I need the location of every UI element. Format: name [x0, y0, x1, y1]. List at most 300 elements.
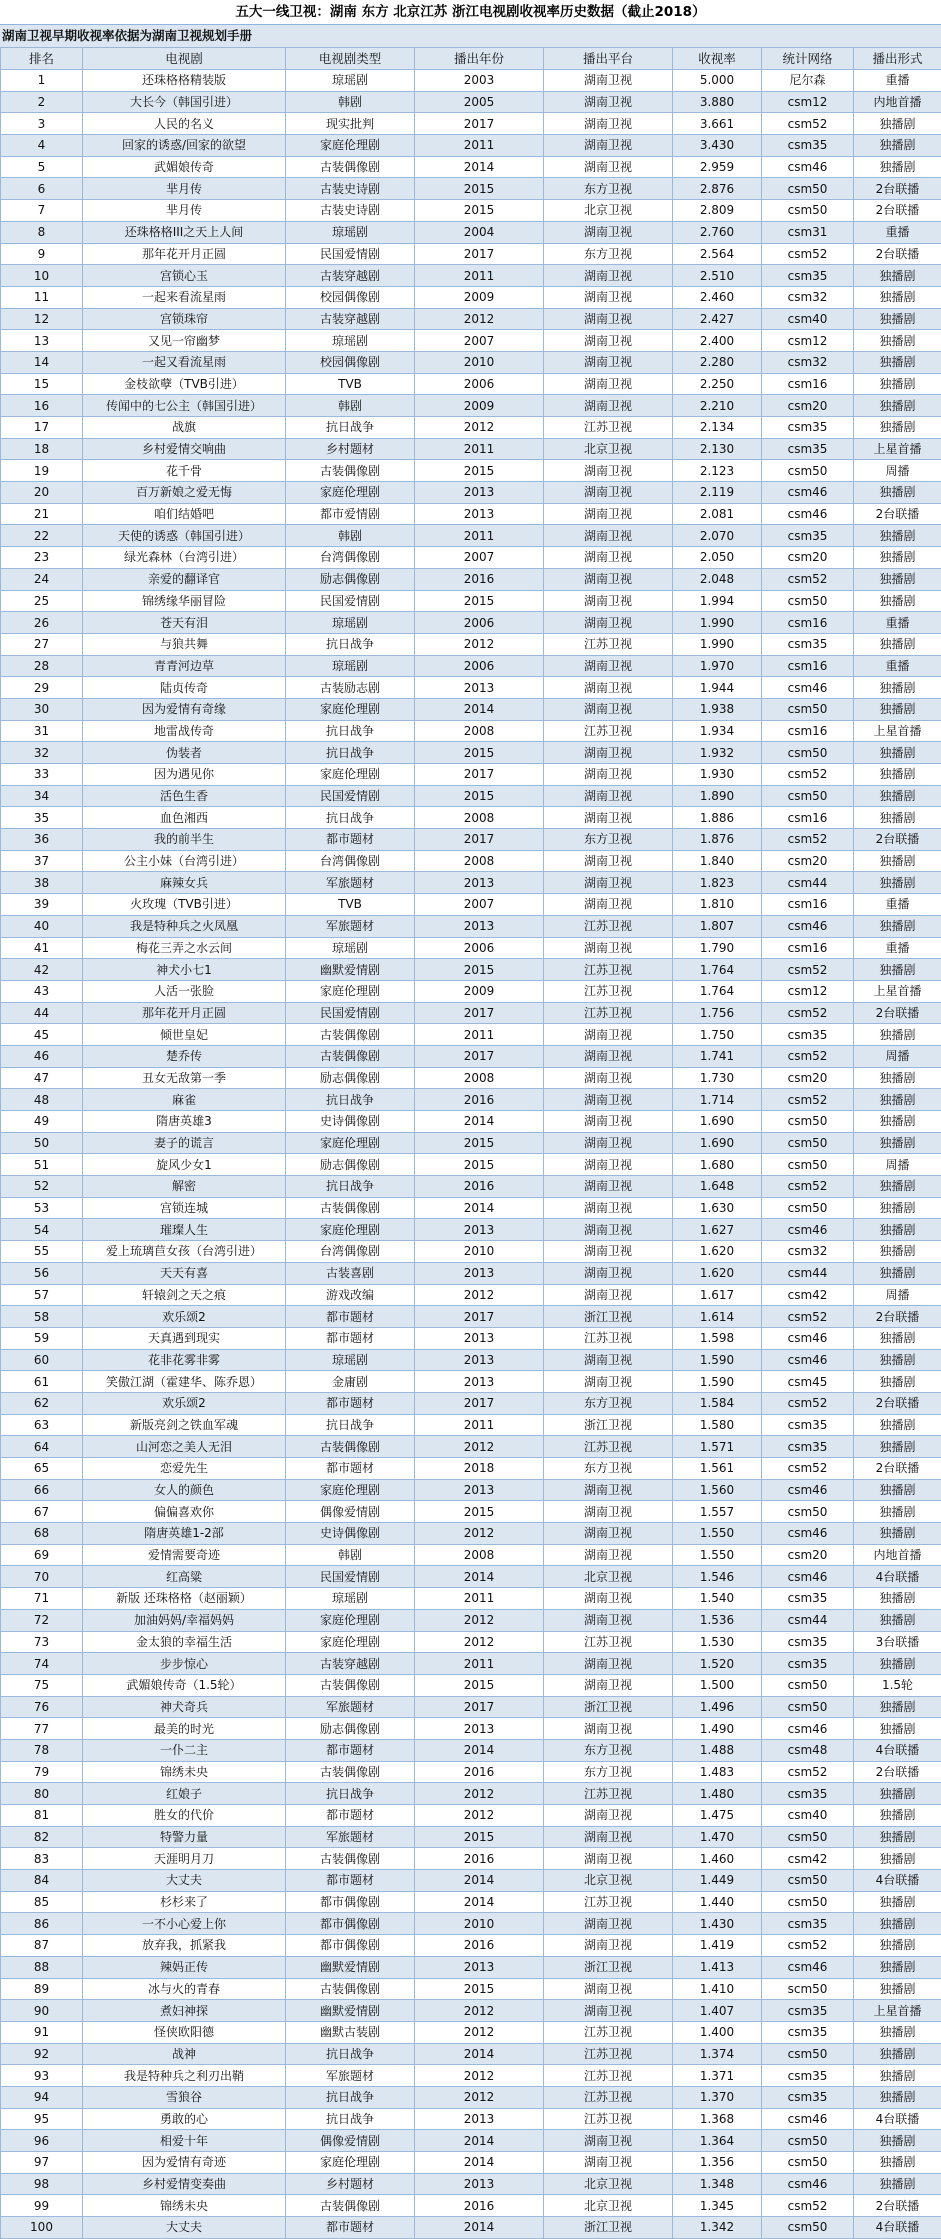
table-row	[1, 1241, 941, 1263]
table-row	[1, 1653, 941, 1675]
genre-cell: 家庭伦理剧	[286, 1219, 415, 1241]
rating-cell: 1.930	[673, 764, 762, 786]
network-cell: csm50	[762, 1674, 854, 1696]
platform-cell: 湖南卫视	[544, 1718, 673, 1740]
genre-cell: 家庭伦理剧	[286, 135, 415, 157]
genre-cell: 都市题材	[286, 1306, 415, 1328]
table-row	[1, 1436, 941, 1458]
rank-cell: 49	[1, 1111, 83, 1133]
platform-cell: 江苏卫视	[544, 980, 673, 1002]
network-cell: csm46	[762, 1479, 854, 1501]
header-rank: 排名	[1, 48, 83, 70]
platform-cell: 湖南卫视	[544, 1262, 673, 1284]
drama-cell: 因为爱情有奇缘	[83, 698, 286, 720]
rank-cell: 56	[1, 1262, 83, 1284]
network-cell: csm16	[762, 612, 854, 634]
platform-cell: 江苏卫视	[544, 633, 673, 655]
network-cell: csm50	[762, 2152, 854, 2174]
year-cell: 2014	[415, 1870, 544, 1892]
platform-cell: 东方卫视	[544, 1761, 673, 1783]
network-cell: csm16	[762, 373, 854, 395]
rank-cell: 46	[1, 1045, 83, 1067]
drama-cell: 锦绣未央	[83, 2195, 286, 2217]
year-cell: 2012	[415, 2000, 544, 2022]
drama-cell: 花非花雾非雾	[83, 1349, 286, 1371]
genre-cell: 家庭伦理剧	[286, 764, 415, 786]
platform-cell: 江苏卫视	[544, 2043, 673, 2065]
format-cell: 独播剧	[854, 785, 941, 807]
network-cell: scm50	[762, 1978, 854, 2000]
year-cell: 2013	[415, 2173, 544, 2195]
format-cell: 重播	[854, 655, 941, 677]
rating-cell: 1.648	[673, 1176, 762, 1198]
rating-cell: 1.590	[673, 1371, 762, 1393]
year-cell: 2015	[415, 1978, 544, 2000]
drama-cell: 天涯明月刀	[83, 1848, 286, 1870]
format-cell: 2台联播	[854, 1002, 941, 1024]
network-cell: csm50	[762, 1154, 854, 1176]
rating-cell: 1.932	[673, 742, 762, 764]
table-row	[1, 547, 941, 569]
platform-cell: 湖南卫视	[544, 547, 673, 569]
rating-cell: 2.460	[673, 286, 762, 308]
rating-cell: 1.419	[673, 1935, 762, 1957]
drama-cell: 大长今（韩国引进）	[83, 91, 286, 113]
genre-cell: 琼瑶剧	[286, 655, 415, 677]
rank-cell: 57	[1, 1284, 83, 1306]
year-cell: 2015	[415, 1132, 544, 1154]
format-cell: 独播剧	[854, 1653, 941, 1675]
table-row	[1, 91, 941, 113]
rank-cell: 45	[1, 1024, 83, 1046]
rank-cell: 62	[1, 1392, 83, 1414]
platform-cell: 湖南卫视	[544, 70, 673, 92]
table-row	[1, 135, 941, 157]
format-cell: 独播剧	[854, 1848, 941, 1870]
year-cell: 2014	[415, 698, 544, 720]
rating-cell: 1.580	[673, 1414, 762, 1436]
network-cell: csm50	[762, 200, 854, 222]
platform-cell: 湖南卫视	[544, 937, 673, 959]
network-cell: csm52	[762, 1089, 854, 1111]
rating-cell: 1.840	[673, 850, 762, 872]
network-cell: csm46	[762, 1566, 854, 1588]
platform-cell: 湖南卫视	[544, 308, 673, 330]
format-cell: 重播	[854, 612, 941, 634]
year-cell: 2005	[415, 91, 544, 113]
network-cell: csm35	[762, 1436, 854, 1458]
genre-cell: 抗日战争	[286, 720, 415, 742]
network-cell: csm52	[762, 1458, 854, 1480]
network-cell: csm52	[762, 829, 854, 851]
platform-cell: 湖南卫视	[544, 1045, 673, 1067]
table-row	[1, 2152, 941, 2174]
year-cell: 2007	[415, 330, 544, 352]
genre-cell: 军旅题材	[286, 1826, 415, 1848]
rating-cell: 1.790	[673, 937, 762, 959]
rating-cell: 3.880	[673, 91, 762, 113]
rating-cell: 1.536	[673, 1609, 762, 1631]
network-cell: csm42	[762, 1848, 854, 1870]
format-cell: 2台联播	[854, 1761, 941, 1783]
rank-cell: 4	[1, 135, 83, 157]
platform-cell: 湖南卫视	[544, 655, 673, 677]
format-cell: 独播剧	[854, 286, 941, 308]
format-cell: 上星首播	[854, 980, 941, 1002]
network-cell: csm46	[762, 1523, 854, 1545]
rating-cell: 1.407	[673, 2000, 762, 2022]
rank-cell: 66	[1, 1479, 83, 1501]
rating-cell: 1.584	[673, 1392, 762, 1414]
year-cell: 2011	[415, 265, 544, 287]
year-cell: 2015	[415, 742, 544, 764]
platform-cell: 江苏卫视	[544, 720, 673, 742]
platform-cell: 湖南卫视	[544, 698, 673, 720]
format-cell: 独播剧	[854, 1913, 941, 1935]
year-cell: 2013	[415, 1349, 544, 1371]
format-cell: 上星首播	[854, 438, 941, 460]
genre-cell: 家庭伦理剧	[286, 980, 415, 1002]
genre-cell: 偶像爱情剧	[286, 2130, 415, 2152]
table-row	[1, 1696, 941, 1718]
table-row	[1, 113, 941, 135]
year-cell: 2014	[415, 2043, 544, 2065]
drama-cell: 我是特种兵之利刃出鞘	[83, 2065, 286, 2087]
rating-cell: 1.430	[673, 1913, 762, 1935]
network-cell: csm32	[762, 1241, 854, 1263]
genre-cell: 都市题材	[286, 1458, 415, 1480]
year-cell: 2010	[415, 1241, 544, 1263]
year-cell: 2015	[415, 785, 544, 807]
platform-cell: 浙江卫视	[544, 1306, 673, 1328]
genre-cell: 幽默爱情剧	[286, 1956, 415, 1978]
network-cell: csm12	[762, 91, 854, 113]
platform-cell: 江苏卫视	[544, 2021, 673, 2043]
format-cell: 独播剧	[854, 568, 941, 590]
network-cell: csm42	[762, 1284, 854, 1306]
rating-cell: 2.510	[673, 265, 762, 287]
rank-cell: 72	[1, 1609, 83, 1631]
format-cell: 独播剧	[854, 2173, 941, 2195]
table-row	[1, 70, 941, 92]
network-cell: csm20	[762, 1067, 854, 1089]
year-cell: 2012	[415, 308, 544, 330]
table-row	[1, 1262, 941, 1284]
drama-cell: 我的前半生	[83, 829, 286, 851]
drama-cell: 怪侠欧阳德	[83, 2021, 286, 2043]
year-cell: 2012	[415, 1523, 544, 1545]
table-row	[1, 1479, 941, 1501]
network-cell: csm50	[762, 698, 854, 720]
rank-cell: 65	[1, 1458, 83, 1480]
rank-cell: 37	[1, 850, 83, 872]
drama-cell: 神犬小七1	[83, 959, 286, 981]
rating-cell: 2.050	[673, 547, 762, 569]
network-cell: csm45	[762, 1371, 854, 1393]
table-row	[1, 1458, 941, 1480]
platform-cell: 湖南卫视	[544, 1219, 673, 1241]
genre-cell: 古装偶像剧	[286, 1197, 415, 1219]
format-cell: 上星首播	[854, 720, 941, 742]
platform-cell: 湖南卫视	[544, 785, 673, 807]
genre-cell: 家庭伦理剧	[286, 1631, 415, 1653]
genre-cell: 家庭伦理剧	[286, 1479, 415, 1501]
year-cell: 2008	[415, 807, 544, 829]
genre-cell: 古装偶像剧	[286, 1436, 415, 1458]
network-cell: csm40	[762, 308, 854, 330]
year-cell: 2012	[415, 1631, 544, 1653]
genre-cell: 民国爱情剧	[286, 243, 415, 265]
platform-cell: 江苏卫视	[544, 1891, 673, 1913]
network-cell: csm52	[762, 959, 854, 981]
header-year: 播出年份	[415, 48, 544, 70]
network-cell: csm52	[762, 1045, 854, 1067]
drama-cell: 因为爱情有奇迹	[83, 2152, 286, 2174]
drama-cell: 锦绣缘华丽冒险	[83, 590, 286, 612]
rank-cell: 94	[1, 2086, 83, 2108]
platform-cell: 江苏卫视	[544, 1436, 673, 1458]
table-row	[1, 460, 941, 482]
drama-cell: 金太狼的幸福生活	[83, 1631, 286, 1653]
drama-cell: 那年花开月正圆	[83, 243, 286, 265]
network-cell: csm46	[762, 2173, 854, 2195]
drama-cell: 麻辣女兵	[83, 872, 286, 894]
format-cell: 周播	[854, 1045, 941, 1067]
drama-cell: 火玫瑰（TVB引进）	[83, 894, 286, 916]
rank-cell: 29	[1, 677, 83, 699]
genre-cell: 抗日战争	[286, 1414, 415, 1436]
genre-cell: 都市偶像剧	[286, 1935, 415, 1957]
genre-cell: 家庭伦理剧	[286, 1609, 415, 1631]
format-cell: 内地首播	[854, 91, 941, 113]
rating-cell: 1.460	[673, 1848, 762, 1870]
drama-cell: 因为遇见你	[83, 764, 286, 786]
network-cell: csm52	[762, 1392, 854, 1414]
genre-cell: 都市爱情剧	[286, 503, 415, 525]
network-cell: csm52	[762, 764, 854, 786]
network-cell: csm20	[762, 1544, 854, 1566]
network-cell: csm35	[762, 2021, 854, 2043]
rating-cell: 1.410	[673, 1978, 762, 2000]
year-cell: 2010	[415, 1913, 544, 1935]
platform-cell: 北京卫视	[544, 438, 673, 460]
genre-cell: 古装史诗剧	[286, 178, 415, 200]
rank-cell: 19	[1, 460, 83, 482]
table-row	[1, 720, 941, 742]
year-cell: 2015	[415, 959, 544, 981]
drama-cell: 煮妇神探	[83, 2000, 286, 2022]
network-cell: csm50	[762, 178, 854, 200]
table-row	[1, 2043, 941, 2065]
rank-cell: 90	[1, 2000, 83, 2022]
format-cell: 2台联播	[854, 178, 941, 200]
network-cell: csm35	[762, 1024, 854, 1046]
format-cell: 独播剧	[854, 807, 941, 829]
rank-cell: 87	[1, 1935, 83, 1957]
rank-cell: 51	[1, 1154, 83, 1176]
genre-cell: 古装偶像剧	[286, 1978, 415, 2000]
platform-cell: 湖南卫视	[544, 1067, 673, 1089]
platform-cell: 湖南卫视	[544, 1479, 673, 1501]
rank-cell: 18	[1, 438, 83, 460]
table-row	[1, 2000, 941, 2022]
rank-cell: 22	[1, 525, 83, 547]
year-cell: 2006	[415, 655, 544, 677]
rating-cell: 2.210	[673, 395, 762, 417]
rank-cell: 9	[1, 243, 83, 265]
network-cell: csm35	[762, 135, 854, 157]
year-cell: 2008	[415, 850, 544, 872]
platform-cell: 东方卫视	[544, 1458, 673, 1480]
platform-cell: 湖南卫视	[544, 568, 673, 590]
format-cell: 独播剧	[854, 1067, 941, 1089]
genre-cell: 抗日战争	[286, 742, 415, 764]
rating-cell: 1.934	[673, 720, 762, 742]
year-cell: 2012	[415, 2021, 544, 2043]
table-row	[1, 221, 941, 243]
network-cell: csm50	[762, 460, 854, 482]
rating-cell: 1.370	[673, 2086, 762, 2108]
format-cell: 独播剧	[854, 1826, 941, 1848]
platform-cell: 湖南卫视	[544, 135, 673, 157]
platform-cell: 湖南卫视	[544, 1176, 673, 1198]
year-cell: 2014	[415, 2217, 544, 2239]
platform-cell: 湖南卫视	[544, 612, 673, 634]
platform-cell: 东方卫视	[544, 1739, 673, 1761]
genre-cell: 古装偶像剧	[286, 2195, 415, 2217]
table-row	[1, 590, 941, 612]
year-cell: 2012	[415, 1609, 544, 1631]
platform-cell: 湖南卫视	[544, 1805, 673, 1827]
platform-cell: 湖南卫视	[544, 872, 673, 894]
rank-cell: 43	[1, 980, 83, 1002]
platform-cell: 湖南卫视	[544, 2130, 673, 2152]
table-row	[1, 850, 941, 872]
drama-cell: 青青河边草	[83, 655, 286, 677]
rank-cell: 52	[1, 1176, 83, 1198]
rank-cell: 1	[1, 70, 83, 92]
rating-cell: 1.620	[673, 1241, 762, 1263]
platform-cell: 湖南卫视	[544, 91, 673, 113]
format-cell: 独播剧	[854, 698, 941, 720]
format-cell: 独播剧	[854, 1609, 941, 1631]
rank-cell: 70	[1, 1566, 83, 1588]
genre-cell: 游戏改编	[286, 1284, 415, 1306]
table-row	[1, 1392, 941, 1414]
rank-cell: 39	[1, 894, 83, 916]
network-cell: csm50	[762, 1870, 854, 1892]
rating-cell: 1.620	[673, 1262, 762, 1284]
format-cell: 独播剧	[854, 1805, 941, 1827]
drama-cell: 红高粱	[83, 1566, 286, 1588]
drama-cell: 亲爱的翻译官	[83, 568, 286, 590]
table-row	[1, 1761, 941, 1783]
rating-cell: 1.617	[673, 1284, 762, 1306]
platform-cell: 湖南卫视	[544, 1371, 673, 1393]
table-row	[1, 1739, 941, 1761]
table-row	[1, 1154, 941, 1176]
platform-cell: 湖南卫视	[544, 373, 673, 395]
table-row	[1, 1544, 941, 1566]
rank-cell: 12	[1, 308, 83, 330]
year-cell: 2013	[415, 1327, 544, 1349]
network-cell: csm46	[762, 482, 854, 504]
table-row	[1, 1045, 941, 1067]
table-row	[1, 438, 941, 460]
table-row	[1, 1176, 941, 1198]
header-network: 统计网络	[762, 48, 854, 70]
table-row	[1, 1284, 941, 1306]
table-row	[1, 1111, 941, 1133]
network-cell: csm16	[762, 937, 854, 959]
rank-cell: 14	[1, 351, 83, 373]
platform-cell: 东方卫视	[544, 829, 673, 851]
drama-cell: 那年花开月正圆	[83, 1002, 286, 1024]
table-row	[1, 2086, 941, 2108]
format-cell: 独播剧	[854, 1956, 941, 1978]
year-cell: 2008	[415, 1544, 544, 1566]
rating-cell: 2.081	[673, 503, 762, 525]
table-row	[1, 1219, 941, 1241]
drama-cell: 冰与火的青春	[83, 1978, 286, 2000]
network-cell: csm52	[762, 568, 854, 590]
format-cell: 周播	[854, 460, 941, 482]
year-cell: 2017	[415, 1392, 544, 1414]
genre-cell: 琼瑶剧	[286, 937, 415, 959]
platform-cell: 江苏卫视	[544, 1631, 673, 1653]
genre-cell: 励志偶像剧	[286, 568, 415, 590]
format-cell: 独播剧	[854, 633, 941, 655]
year-cell: 2015	[415, 1826, 544, 1848]
platform-cell: 浙江卫视	[544, 1956, 673, 1978]
genre-cell: 都市题材	[286, 1327, 415, 1349]
rating-cell: 1.356	[673, 2152, 762, 2174]
format-cell: 独播剧	[854, 395, 941, 417]
rank-cell: 23	[1, 547, 83, 569]
year-cell: 2011	[415, 1414, 544, 1436]
genre-cell: 抗日战争	[286, 2108, 415, 2130]
rating-cell: 1.730	[673, 1067, 762, 1089]
genre-cell: 韩剧	[286, 1544, 415, 1566]
rating-cell: 2.134	[673, 417, 762, 439]
table-row	[1, 785, 941, 807]
year-cell: 2014	[415, 1197, 544, 1219]
platform-cell: 湖南卫视	[544, 1653, 673, 1675]
genre-cell: 抗日战争	[286, 417, 415, 439]
format-cell: 独播剧	[854, 351, 941, 373]
year-cell: 2014	[415, 156, 544, 178]
rating-cell: 1.764	[673, 959, 762, 981]
year-cell: 2013	[415, 482, 544, 504]
genre-cell: 都市偶像剧	[286, 1913, 415, 1935]
platform-cell: 湖南卫视	[544, 156, 673, 178]
network-cell: csm35	[762, 2065, 854, 2087]
table-row	[1, 1913, 941, 1935]
table-row	[1, 1371, 941, 1393]
rating-cell: 2.564	[673, 243, 762, 265]
platform-cell: 湖南卫视	[544, 1609, 673, 1631]
drama-cell: 伪装者	[83, 742, 286, 764]
drama-cell: 金枝欲孽（TVB引进）	[83, 373, 286, 395]
format-cell: 独播剧	[854, 2130, 941, 2152]
year-cell: 2017	[415, 1045, 544, 1067]
platform-cell: 湖南卫视	[544, 1544, 673, 1566]
platform-cell: 北京卫视	[544, 2195, 673, 2217]
genre-cell: 军旅题材	[286, 2065, 415, 2087]
genre-cell: 古装穿越剧	[286, 265, 415, 287]
rank-cell: 69	[1, 1544, 83, 1566]
rank-cell: 20	[1, 482, 83, 504]
